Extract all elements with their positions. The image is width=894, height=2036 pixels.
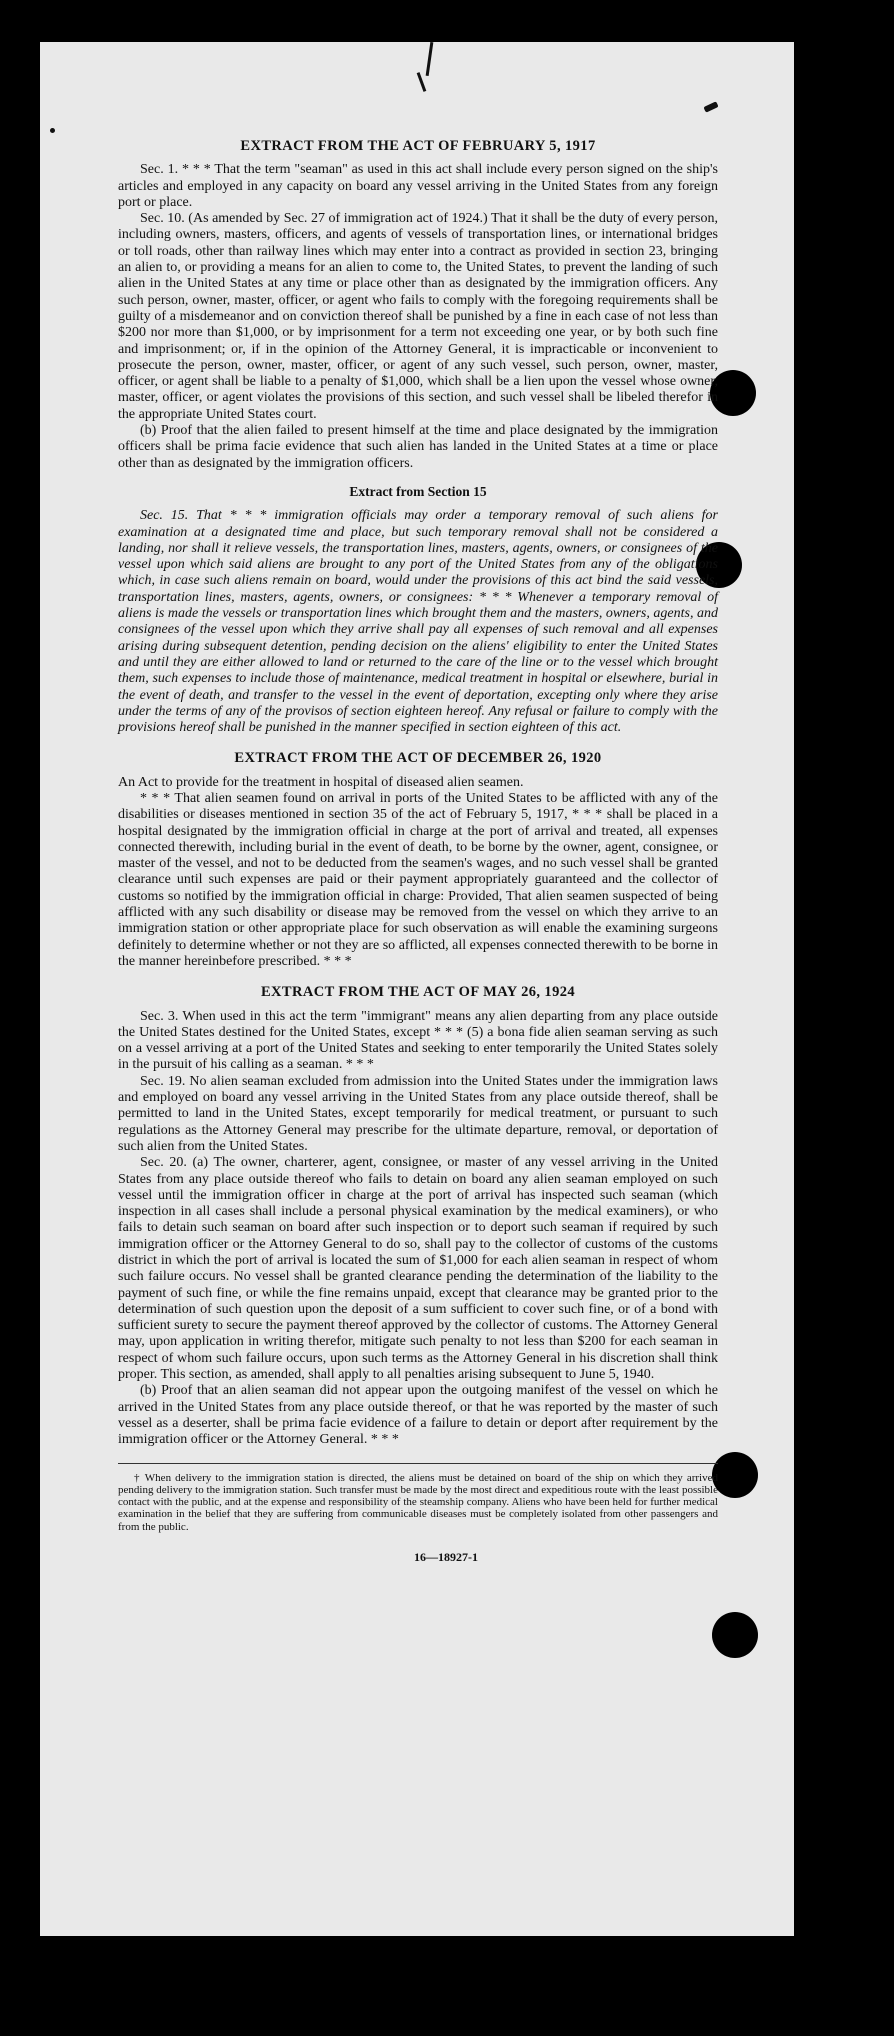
paragraph-1917-sec10: Sec. 10. (As amended by Sec. 27 of immigration act of 1924.) That it shall be the duty of every person, including owners, masters, officers, and agents of vessels of transportation lines, or international bridges or toll roads, other than railway lines which may enter into a contract as provided in section 23, bringing an alien to, or providing a means for an alien to come to, the United States, to prevent the landing of such alien in the United States at any time or place other than as designated by the immigration officers. Any such person, owner, master, officer, or agent who fails to comply with the foregoing requirements shall be guilty of a misdemeanor and on conviction thereof shall be punished by a fine in each case of not less than $200 nor more than $1,000, or by imprisonment for a term not exceeding one year, or by both such fine and imprisonment; or, if in the opinion of the Attorney General, it is impracticable or inconvenient to prosecute the person, owner, master, officer, or agent of any such vessel, such person, owner, master, officer, or agent shall be liable to a penalty of $1,000, which shall be a lien upon the vessel whose owner, master, officer, or agent violates the provisions of this section, and such vessel shall be libeled therefor in the appropriate United States court. [118,211,718,422]
heading-act-1924: EXTRACT FROM THE ACT OF MAY 26, 1924 [260,984,576,1001]
heading-act-1917: EXTRACT FROM THE ACT OF FEBRUARY 5, 1917 [240,138,596,154]
punch-hole [712,1452,758,1498]
document-body [118,138,718,1565]
punch-hole [712,1612,758,1658]
form-number: 16—18927-1 [414,1550,478,1565]
footnote [118,1463,718,1533]
paragraph-1924-sec20a: Sec. 20. (a) The owner, charterer, agent, consignee, or master of any vessel arriving in the United States from any place outside thereof who fails to detain on board any alien seaman employed on such vessel until the immigration officer in charge at the port of arrival has inspected such seaman (which inspection in all cases shall include a personal physical examination by the medical examiners), or who fails to detain such seaman on board after such inspection or to deport such seaman if required by such immigration officer or the Attorney General to do so, shall pay to the collector of customs of the customs district in which the port of arrival is located the sum of $1,000 for each alien seaman in respect of whom such failure occurs. No vessel shall be granted clearance pending the determination of the liability to the payment of such fine, or while the fine remains unpaid, except that clearance may be granted prior to the determination of such question upon the deposit of a sum sufficient to cover such fine, or of a bond with sufficient surety to secure the payment thereof approved by the collector of customs. The Attorney General may, upon application in writing therefor, mitigate such penalty to not less than $200 for each seaman in respect of whom such failure occurs, upon such terms as the Attorney General in his discretion shall think proper. This section, as amended, shall apply to all penalties arising subsequent to June 5, 1940. [118,1155,718,1383]
heading-act-1920: EXTRACT FROM THE ACT OF DECEMBER 26, 1920 [234,750,602,767]
ink-speck [50,128,55,133]
paragraph-1924-sec19: Sec. 19. No alien seaman excluded from admission into the United States under the immigration laws and employed on board any vessel arriving in the United States from any place outside thereof, shall be permitted to land in the United States, except temporarily for medical treatment, or pursuant to such regulations as the Attorney General may prescribe for the ultimate departure, removal, or deportation of such alien from the United States. [118,1073,718,1154]
paragraph-1917-sec10b: (b) Proof that the alien failed to present himself at the time and place designated by the immigration officers shall be prima facie evidence that such alien has landed in the United States at a time or place other than as designated by the immigration officers. [118,423,718,471]
pen-mark [426,42,434,76]
paragraph-1924-sec20b: (b) Proof that an alien seaman did not appear upon the outgoing manifest of the vessel on which he arrived in the United States from any place outside thereof, or that he was reported by the master of such vessel as a deserter, shall be prima facie evidence of a failure to detain or deport after requirement by the immigration officer or the Attorney General. * * * [118,1383,718,1448]
document-page [40,42,794,1936]
footnote-text: † When delivery to the immigration station is directed, the aliens must be detained on board of the ship on which they arrived pending delivery to the immigration station. Such transfer must be made by the most direct and expeditious route with the least possible contact with the public, and at the expense and responsibility of the steamship company. Aliens who have been held for further medical examination in the belief that they are suffering from communicable diseases must be completely isolated from other passengers and from the public. [118,1471,718,1533]
heading-section-15: Extract from Section 15 [349,483,487,499]
paragraph-1924-sec3: Sec. 3. When used in this act the term "immigrant" means any alien departing from any place outside the United States destined for the United States, except * * * (5) a bona fide alien seaman serving as such on a vessel arriving at a port of the United States and seeking to enter temporarily the United States solely in the pursuit of his calling as a seaman. * * * [118,1008,718,1073]
paragraph-1920-body: * * * That alien seamen found on arrival in ports of the United States to be afflicted with any of the disabilities or diseases mentioned in section 35 of the act of February 5, 1917, * * * shall be placed in a hospital designated by the immigration official in charge at the port of arrival and treated, all expenses connected therewith, including burial in the event of death, to be borne by the owner, agent, consignee, or master of the vessel, and not to be deducted from the seamen's wages, and no such vessel shall be granted clearance until such expenses are paid or their payment appropriately guaranteed and the collector of customs so notified by the immigration official in charge: Provided, That alien seamen suspected of being afflicted with any such disability or disease may be removed from the vessel on which they arrive to an immigration station or other appropriate place for such observation as will enable the examining surgeons definitely to determine whether or not they are so afflicted, all expenses connected therewith to be borne in the manner hereinbefore prescribed. * * * [118,790,718,969]
paragraph-section-15: Sec. 15. That * * * immigration officials may order a temporary removal of such aliens for examination at a designated time and place, but such temporary removal shall not be considered a landing, nor shall it relieve vessels, the transportation lines, masters, agents, owners, or consignees of the vessel upon which said aliens are brought to any port of the United States from any of the obligations which, in case such aliens remain on board, would under the provisions of this act bind the said vessels, transportation lines, masters, agents, owners, or consignees: * * * Whenever a temporary removal of aliens is made the vessels or transportation lines which brought them and the masters, owners, agents, and consignees of the vessel upon which they arrive shall pay all expenses of such removal and all expenses arising during subsequent detention, pending decision on the aliens' eligibility to enter the United States and until they are either allowed to land or returned to the care of the line or to the vessel which brought them, such expenses to include those of maintenance, medical treatment in hospital or elsewhere, burial in the event of death, and transfer to the vessel in the event of deportation, excepting only where they arise under the terms of any of the provisos of section eighteen hereof. Any refusal or failure to comply with the provisions hereof shall be punished in the manner specified in section eighteen of this act. [118,508,718,736]
paragraph-1920-title: An Act to provide for the treatment in hospital of diseased alien seamen. [118,774,524,790]
ink-speck [703,101,718,112]
paragraph-1917-sec1: Sec. 1. * * * That the term "seaman" as used in this act shall include every person signed on the ship's articles and employed in any capacity on board any vessel arriving in the United States from any foreign port or place. [118,162,718,210]
